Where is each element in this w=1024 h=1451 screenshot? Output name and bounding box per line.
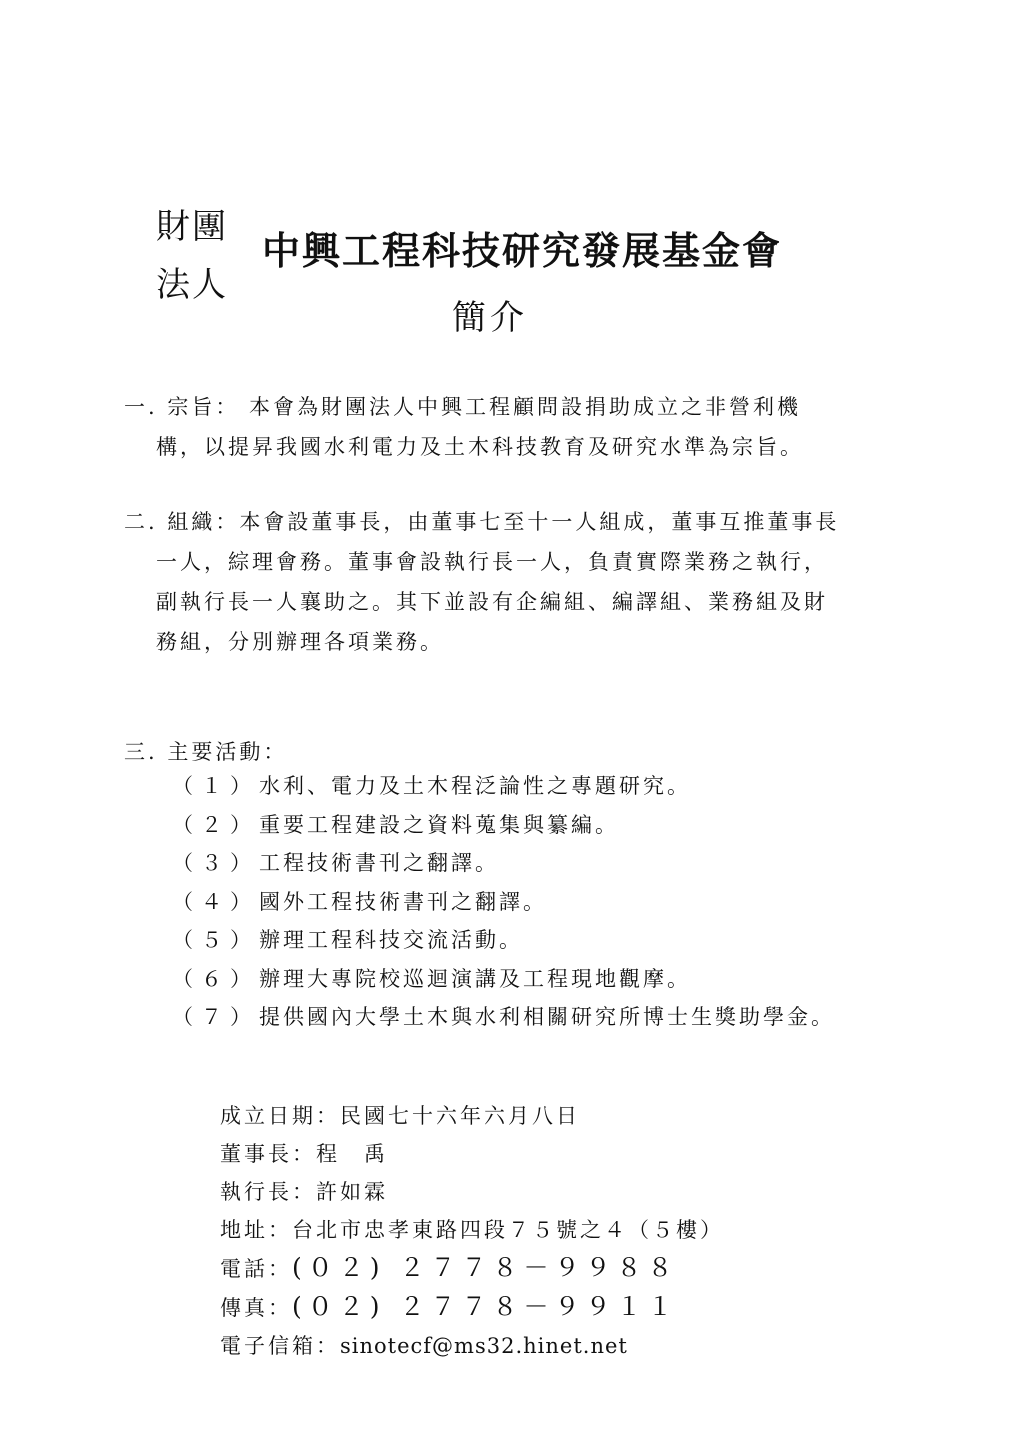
section-activities: [124, 732, 864, 772]
section-purpose-text-2: 構，以提昇我國水利電力及土木科技教育及研究水準為宗旨。: [156, 435, 804, 459]
ceo-label: 執行長：: [220, 1180, 316, 1204]
section-purpose: [124, 387, 864, 467]
contact-info: [220, 1097, 860, 1365]
phone-label: 電話：: [220, 1257, 292, 1281]
item-text: 辦理工程科技交流活動。: [259, 928, 523, 952]
email-row: [220, 1327, 860, 1365]
item-number: （３）: [172, 851, 259, 875]
founded-value: 民國七十六年六月八日: [340, 1104, 580, 1128]
list-item: [172, 806, 872, 845]
org-type-label: [156, 198, 246, 314]
document-subtitle: 簡介: [452, 298, 528, 338]
section-activities-heading: 三. 主要活動：: [124, 740, 288, 764]
section-organization-text-1: 本會設董事長，由董事七至十一人組成，董事互推董事長: [239, 510, 840, 534]
address-row: [220, 1211, 860, 1249]
ceo-value: 許如霖: [316, 1180, 388, 1204]
org-prefix-line1: 財團: [156, 207, 228, 247]
chairman-label: 董事長：: [220, 1142, 316, 1166]
item-text: 工程技術書刊之翻譯。: [259, 851, 499, 875]
item-text: 提供國內大學土木與水利相關研究所博士生獎助學金。: [259, 1005, 835, 1029]
email-label: 電子信箱：: [220, 1334, 340, 1358]
address-value: 台北市忠孝東路四段７５號之４（５樓）: [292, 1218, 724, 1242]
item-number: （１）: [172, 774, 259, 798]
item-number: （５）: [172, 928, 259, 952]
item-text: 辦理大專院校巡迴演講及工程現地觀摩。: [259, 966, 691, 991]
activities-list: [172, 767, 872, 1037]
list-item: [172, 921, 872, 960]
founded-row: [220, 1097, 860, 1135]
founded-label: 成立日期：: [220, 1104, 340, 1128]
section-organization-text-2: 一人，綜理會務。董事會設執行長一人，負責實際業務之執行，: [156, 550, 828, 574]
email-value: sinotecf@ms32.hinet.net: [340, 1334, 628, 1358]
section-organization-text-4: 務組，分別辦理各項業務。: [156, 630, 444, 654]
section-organization-text-3: 副執行長一人襄助之。其下並設有企編組、編譯組、業務組及財: [156, 590, 828, 614]
list-item: [172, 883, 872, 922]
list-item: [172, 767, 872, 806]
list-item: [172, 960, 872, 999]
fax-label: 傳真：: [220, 1296, 292, 1320]
list-item: [172, 844, 872, 883]
item-text: 水利、電力及土木程泛論性之專題研究。: [259, 774, 691, 798]
item-number: （６）: [172, 966, 259, 991]
fax-value: (０２) ２７７８－９９１１: [292, 1292, 679, 1321]
chairman-value: 程 禹: [316, 1142, 388, 1166]
item-text: 國外工程技術書刊之翻譯。: [259, 889, 547, 914]
address-label: 地址：: [220, 1218, 292, 1242]
item-number: （２）: [172, 812, 259, 837]
list-item: [172, 998, 872, 1037]
item-number: （４）: [172, 889, 259, 914]
ceo-row: [220, 1173, 860, 1211]
phone-value: (０２) ２７７８－９９８８: [292, 1253, 679, 1282]
section-organization-heading: 二. 組織：: [124, 510, 240, 534]
section-purpose-text-1: 本會為財團法人中興工程顧問設捐助成立之非營利機: [249, 395, 802, 419]
section-organization: [124, 502, 864, 662]
item-number: （７）: [172, 1005, 259, 1029]
chairman-row: [220, 1135, 860, 1173]
phone-row: [220, 1249, 860, 1288]
document-title: 中興工程科技研究發展基金會: [262, 228, 783, 273]
org-prefix-line2: 法人: [156, 265, 228, 305]
item-text: 重要工程建設之資料蒐集與纂編。: [259, 812, 619, 837]
section-purpose-heading: 一. 宗旨：: [124, 395, 240, 419]
fax-row: [220, 1288, 860, 1327]
